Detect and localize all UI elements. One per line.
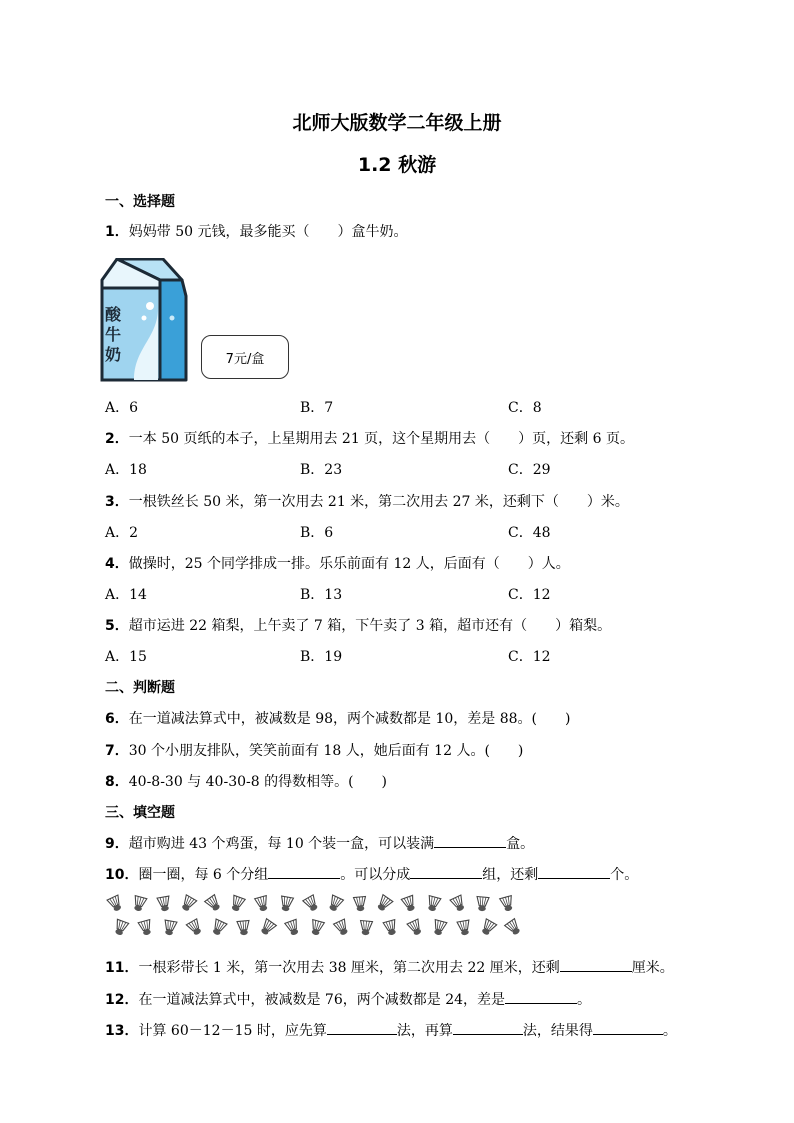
question-number: 13． — [105, 1023, 139, 1039]
question-2 — [105, 428, 634, 448]
answer-blank[interactable] — [268, 864, 340, 879]
shuttlecock-icon — [505, 919, 523, 937]
shuttlecock-icon — [309, 920, 324, 937]
shuttlecock-icon — [258, 919, 276, 937]
shuttlecock-icon — [138, 920, 153, 937]
option-b[interactable]: B．7 — [300, 400, 334, 416]
option-c[interactable]: C．12 — [508, 587, 551, 603]
options-q5 — [0, 646, 794, 664]
question-number: 10． — [105, 867, 139, 883]
option-b[interactable]: B．19 — [300, 649, 343, 665]
option-a[interactable]: A．14 — [105, 587, 147, 603]
page-subtitle: 1.2 秋游 — [357, 154, 437, 176]
question-11 — [105, 957, 674, 977]
options-q3 — [0, 522, 794, 540]
question-number: 9． — [105, 836, 129, 852]
options-q4 — [0, 584, 794, 602]
question-number: 7． — [105, 743, 129, 759]
shuttlecocks-image — [103, 893, 528, 943]
carton-label-1: 酸 — [105, 305, 122, 324]
answer-blank[interactable] — [505, 989, 577, 1004]
shuttlecock-icon — [186, 919, 203, 937]
question-13 — [105, 1020, 677, 1040]
question-4 — [105, 553, 570, 573]
question-7 — [105, 740, 523, 760]
shuttlecock-icon — [279, 896, 293, 912]
shuttlecock-icon — [450, 895, 467, 913]
question-text: 一根铁丝长 50 米，第一次用去 21 米，第二次用去 27 米，还剩下（ ）米。 — [128, 494, 629, 510]
question-text: 超市购进 43 个鸡蛋，每 10 个装一盒，可以装满 — [128, 836, 435, 852]
answer-blank[interactable] — [538, 864, 610, 879]
option-c[interactable]: C．29 — [508, 462, 551, 478]
answer-blank[interactable] — [593, 1020, 663, 1035]
option-a[interactable]: A．2 — [105, 525, 139, 541]
question-number: 8． — [105, 774, 129, 790]
question-8 — [105, 771, 387, 791]
shuttlecock-icon — [210, 919, 227, 937]
question-number: 4． — [105, 556, 129, 572]
question-text: 厘米。 — [631, 960, 674, 976]
section-heading-judge: 二、判断题 — [105, 680, 175, 696]
shuttlecock-icon — [457, 920, 471, 936]
option-b[interactable]: B．23 — [300, 462, 343, 478]
shuttlecock-icon — [237, 920, 250, 935]
question-1 — [105, 221, 407, 241]
shuttlecock-icon — [303, 895, 320, 913]
shuttlecock-icon — [179, 895, 196, 913]
question-number: 11． — [105, 960, 139, 976]
section-heading-fill: 三、填空题 — [105, 805, 175, 821]
options-q1 — [0, 397, 794, 415]
shuttlecock-icon — [285, 919, 301, 936]
shuttlecock-icon — [359, 920, 372, 935]
question-number: 1． — [105, 224, 129, 240]
shuttlecock-icon — [426, 896, 441, 913]
option-b[interactable]: B．13 — [300, 587, 343, 603]
answer-blank[interactable] — [560, 957, 632, 972]
carton-label-2: 牛 — [105, 325, 122, 344]
shuttlecock-icon — [157, 896, 171, 912]
question-text: 超市运进 22 箱梨，上午卖了 7 箱，下午卖了 3 箱，超市还有（ ）箱梨。 — [128, 618, 612, 634]
answer-blank[interactable] — [327, 1020, 397, 1035]
answer-blank[interactable] — [453, 1020, 523, 1035]
shuttlecock-icon — [479, 919, 496, 937]
question-text: 。 — [662, 1023, 677, 1039]
option-c[interactable]: C．12 — [508, 649, 551, 665]
question-text: 。 — [577, 992, 592, 1008]
question-9 — [105, 833, 534, 853]
answer-blank[interactable] — [410, 864, 482, 879]
option-a[interactable]: A．15 — [105, 649, 147, 665]
option-c[interactable]: C．8 — [508, 400, 542, 416]
question-text: 做操时，25 个同学排成一排。乐乐前面有 12 人，后面有（ ）人。 — [128, 556, 570, 572]
question-10 — [105, 864, 638, 884]
options-q2 — [0, 459, 794, 477]
section-heading-choice: 一、选择题 — [105, 194, 175, 210]
shuttlecock-icon — [205, 895, 223, 913]
question-number: 5． — [105, 618, 129, 634]
question-text: 在一道减法算式中，被减数是 76，两个减数都是 24，差是 — [138, 992, 506, 1008]
question-text: 在一道减法算式中，被减数是 98，两个减数都是 10，差是 88。( ) — [128, 711, 571, 727]
shuttlecock-icon — [113, 919, 129, 936]
question-number: 3． — [105, 494, 129, 510]
option-a[interactable]: A．18 — [105, 462, 147, 478]
shuttlecock-icon — [229, 895, 245, 912]
question-text: 盒。 — [506, 836, 535, 852]
question-text: 30 个小朋友排队，笑笑前面有 18 人，她后面有 12 人。( ) — [128, 743, 524, 759]
shuttlecock-icon — [353, 896, 366, 911]
yogurt-carton-image — [100, 258, 190, 382]
shuttlecock-icon — [132, 896, 147, 913]
shuttlecock-icon — [383, 920, 398, 937]
question-number: 2． — [105, 431, 129, 447]
question-text: 个。 — [610, 867, 639, 883]
question-6 — [105, 708, 570, 728]
question-text: 法，再算 — [396, 1023, 453, 1039]
answer-blank[interactable] — [434, 833, 506, 848]
shuttlecock-icon — [500, 896, 515, 913]
question-text: 一根彩带长 1 米，第一次用去 38 厘米，第二次用去 22 厘米，还剩 — [138, 960, 560, 976]
price-tag: 7元/盒 — [201, 335, 289, 379]
question-text: 。可以分成 — [340, 867, 411, 883]
shuttlecock-icon — [163, 920, 177, 936]
question-text: 一本 50 页纸的本子，上星期用去 21 页，这个星期用去（ ）页，还剩 6 页。 — [128, 431, 634, 447]
question-12 — [105, 989, 591, 1009]
question-5 — [105, 615, 611, 635]
shuttlecock-icon — [432, 920, 447, 937]
shuttlecock-icon — [334, 919, 351, 937]
carton-label-3: 奶 — [105, 345, 122, 364]
question-text: 40-8-30 与 40-30-8 的得数相等。( ) — [128, 774, 388, 790]
shuttlecock-icon — [107, 895, 124, 913]
shuttlecock-icon — [407, 919, 424, 937]
shuttlecock-icon — [375, 895, 393, 913]
question-text: 法，结果得 — [522, 1023, 593, 1039]
option-c[interactable]: C．48 — [508, 525, 551, 541]
page-title: 北师大版数学二年级上册 — [292, 112, 502, 134]
shuttlecock-icon — [255, 896, 270, 913]
shuttlecock-icon — [401, 895, 417, 912]
question-text: 圈一圈，每 6 个分组 — [138, 867, 269, 883]
option-a[interactable]: A．6 — [105, 400, 139, 416]
shuttlecock-icon — [327, 895, 344, 913]
question-text: 计算 60－12－15 时，应先算 — [138, 1023, 327, 1039]
shuttlecock-icon — [476, 896, 489, 911]
question-3 — [105, 491, 629, 511]
question-text: 妈妈带 50 元钱，最多能买（ ）盒牛奶。 — [128, 224, 408, 240]
question-number: 6． — [105, 711, 129, 727]
question-number: 12． — [105, 992, 139, 1008]
question-text: 组，还剩 — [482, 867, 539, 883]
option-b[interactable]: B．6 — [300, 525, 334, 541]
